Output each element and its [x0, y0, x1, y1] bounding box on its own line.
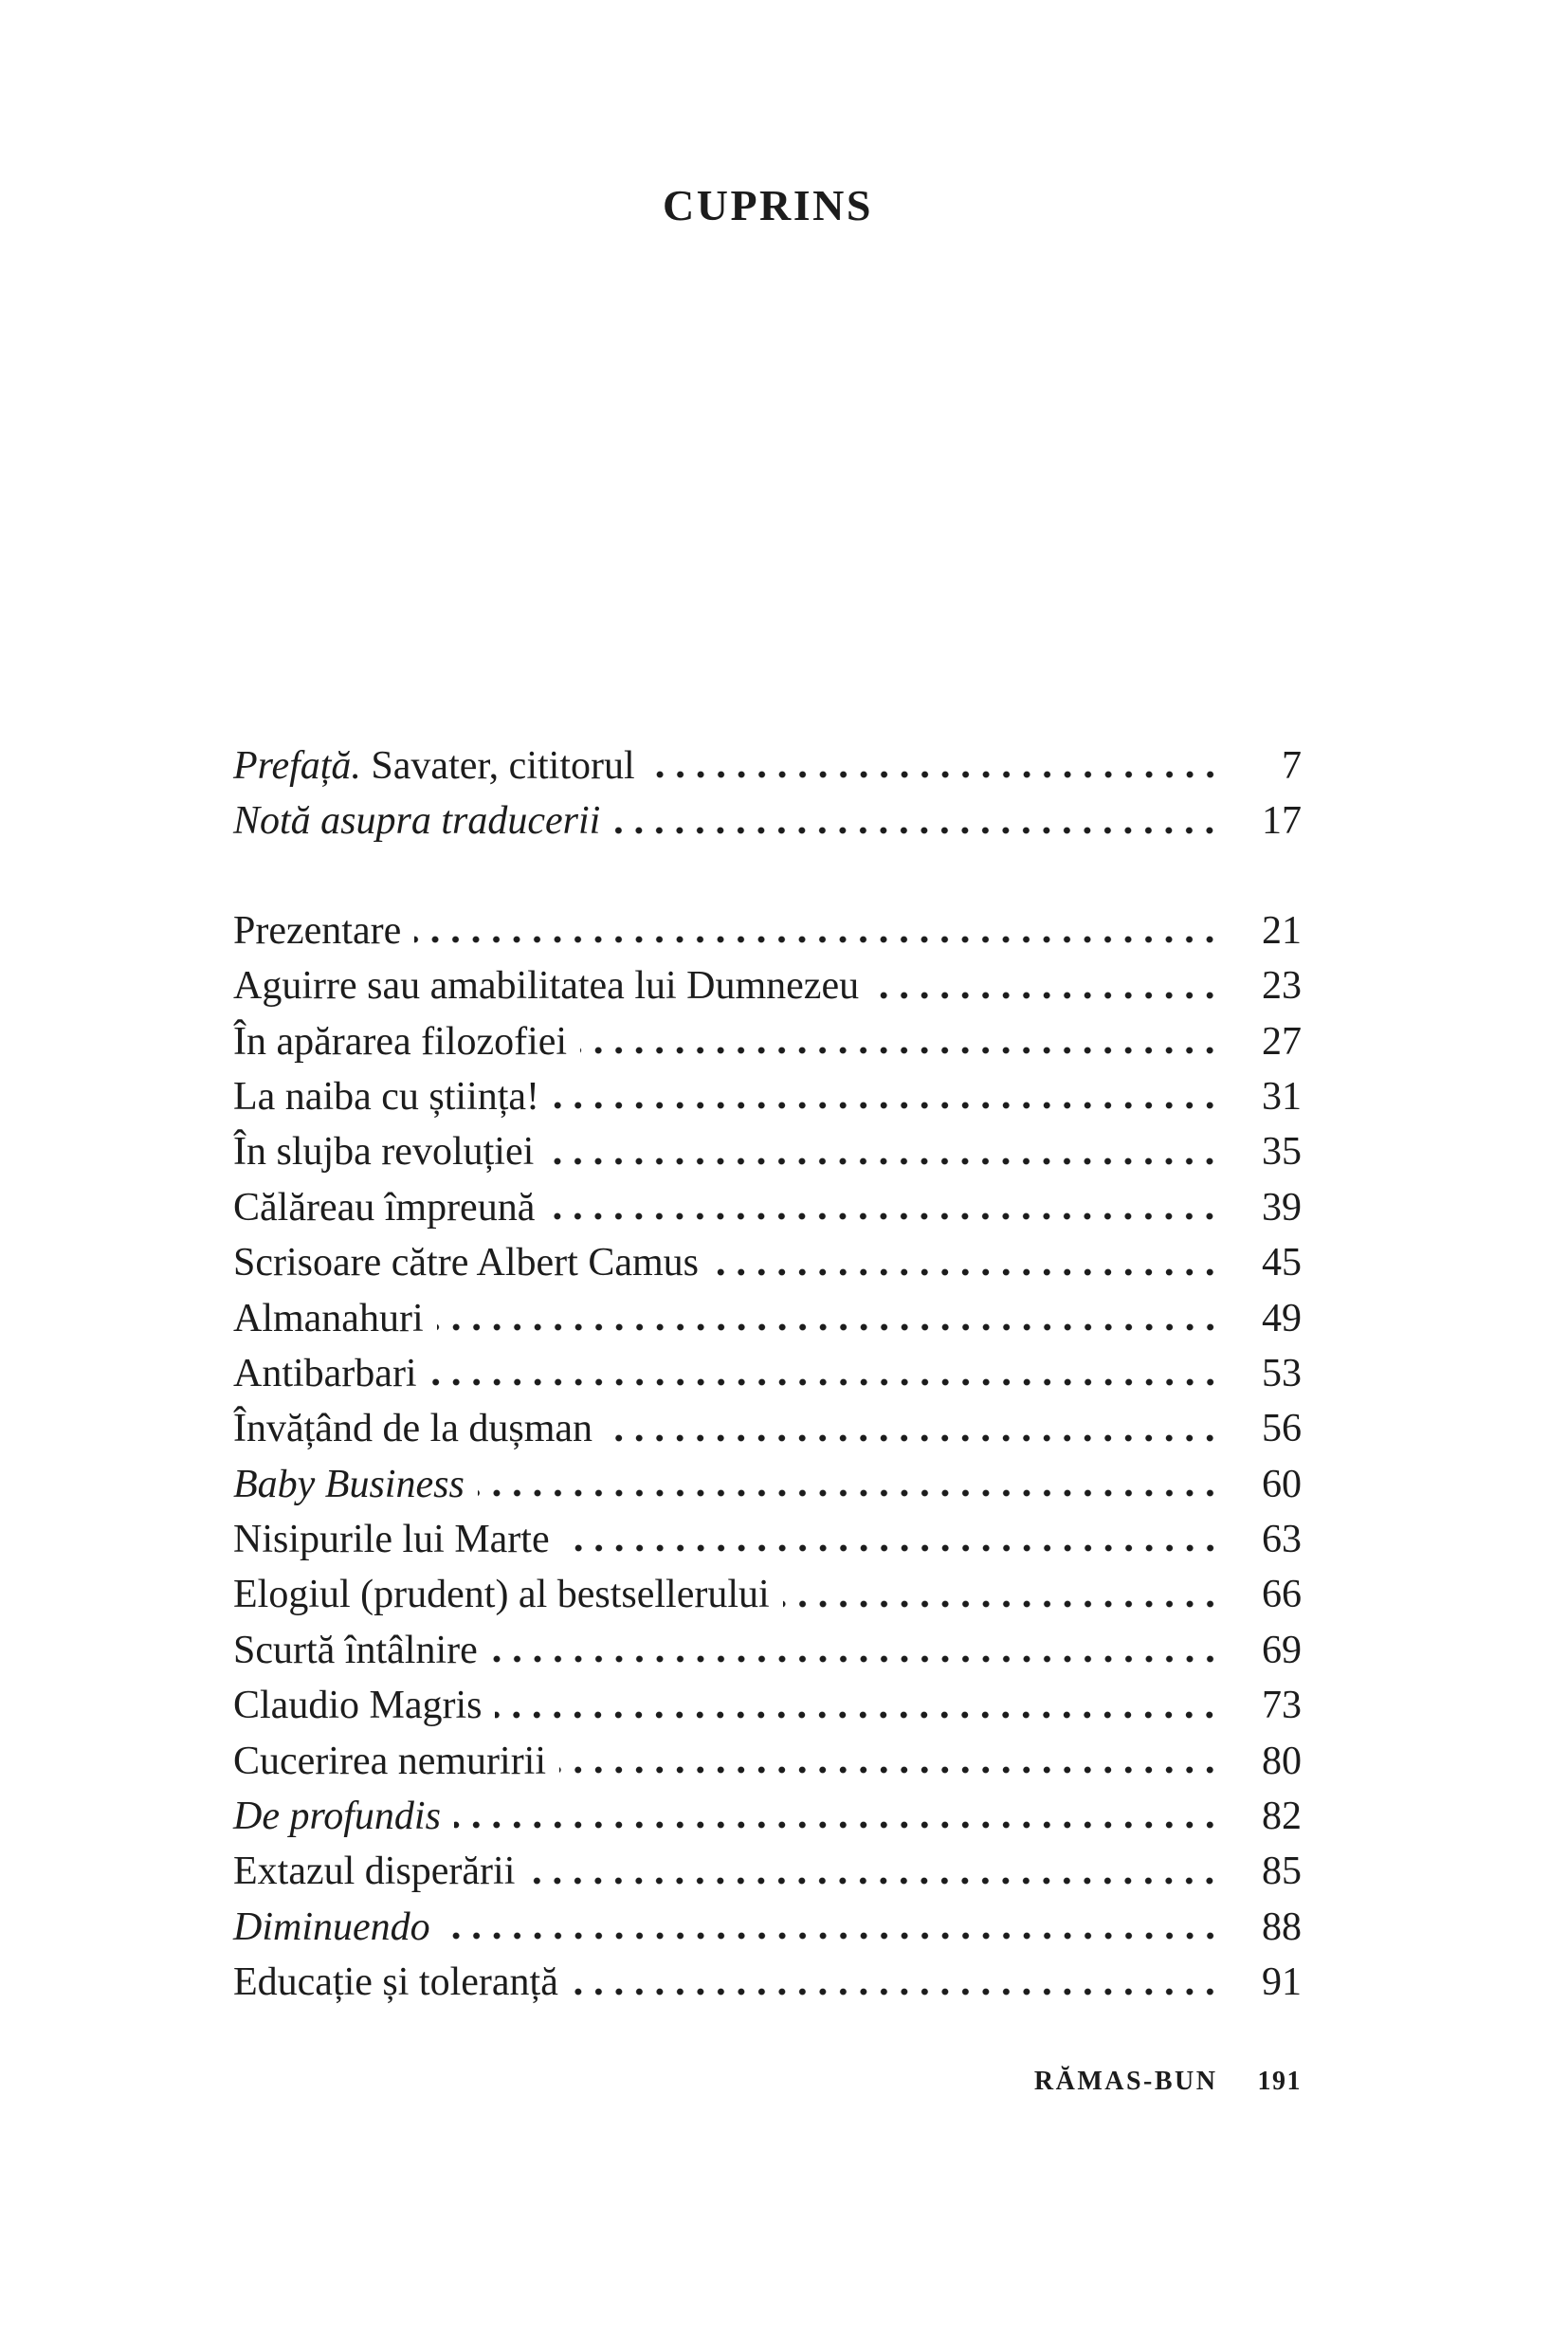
toc-page-number: 17 [1262, 799, 1302, 844]
dot-leader [414, 935, 1220, 944]
toc-page-number: 23 [1262, 964, 1302, 1009]
toc-row [233, 1014, 1302, 1069]
dot-leader [559, 1765, 1220, 1775]
toc-page-number: 56 [1262, 1407, 1302, 1451]
toc-entry-title-roman: Elogiul (prudent) al bestsellerului [233, 1573, 770, 1617]
toc-row [233, 1789, 1302, 1844]
toc-entry-title-roman: Educație și toleranță [233, 1960, 558, 2005]
dot-leader [783, 1599, 1220, 1609]
toc-page-number: 80 [1262, 1739, 1302, 1783]
toc-entry-title-roman: Cucerirea nemuririi [233, 1739, 547, 1783]
toc-entry-title [233, 1457, 465, 1512]
toc-entry-title [233, 1069, 539, 1124]
toc-entry-title [233, 1346, 417, 1401]
toc-row [233, 1900, 1302, 1955]
toc-row [233, 1291, 1302, 1346]
dot-leader [478, 1488, 1220, 1498]
toc-page-number: 60 [1262, 1462, 1302, 1506]
toc-entry-title [233, 1844, 515, 1899]
toc-row [233, 1180, 1302, 1235]
dot-leader [548, 1212, 1220, 1221]
toc-entry-title [233, 1678, 482, 1733]
toc-page-number: 82 [1262, 1795, 1302, 1839]
toc-entry-title [233, 1124, 534, 1179]
dot-leader [712, 1267, 1220, 1277]
toc-row [233, 1844, 1302, 1899]
toc-row [233, 1457, 1302, 1512]
dot-leader [563, 1543, 1220, 1553]
toc-entry-title [233, 1900, 430, 1955]
toc-entry-title-roman: Almanahuri [233, 1296, 424, 1340]
toc-entry-title-roman: Savater, cititorul [360, 744, 635, 788]
dot-leader [572, 1987, 1220, 1996]
toc-row [233, 958, 1302, 1013]
dot-leader [547, 1157, 1220, 1166]
dot-leader [495, 1710, 1220, 1720]
toc-entry-title [233, 793, 600, 848]
toc-entry-title-roman: Scurtă întâlnire [233, 1628, 478, 1672]
toc-entry-title [233, 1180, 535, 1235]
dot-leader [613, 826, 1220, 835]
footer-page-number: 191 [1257, 2067, 1302, 2096]
toc-section-gap [233, 849, 1302, 903]
toc-page-number: 53 [1262, 1351, 1302, 1395]
toc-entry-title-roman: În apărarea filozofiei [233, 1019, 568, 1064]
toc-row [233, 738, 1302, 793]
toc-entry-title [233, 903, 401, 958]
dot-leader [528, 1876, 1220, 1886]
toc-row [233, 1734, 1302, 1789]
toc-row [233, 1512, 1302, 1567]
toc-entry-title-roman: Antibarbari [233, 1351, 417, 1395]
toc-row [233, 1623, 1302, 1678]
toc-page-number: 49 [1262, 1296, 1302, 1340]
toc-entry-title-roman: Învățând de la dușman [233, 1407, 593, 1451]
toc-entry-title-italic: Baby Business [233, 1462, 465, 1506]
running-footer [1034, 2069, 1302, 2095]
toc-entry-title-roman: Aguirre sau amabilitatea lui Dumnezeu [233, 964, 860, 1009]
toc-page-number: 63 [1262, 1518, 1302, 1562]
toc-page-number: 91 [1262, 1960, 1302, 2005]
toc-page-number: 21 [1262, 908, 1302, 953]
toc-entry-title [233, 1623, 478, 1678]
toc-page-number: 31 [1262, 1074, 1302, 1119]
dot-leader [491, 1654, 1220, 1664]
toc-entry-title-roman: La naiba cu știința! [233, 1074, 540, 1119]
toc-entry-title-italic: De profundis [233, 1795, 441, 1839]
toc-row [233, 793, 1302, 848]
toc-page-number: 85 [1262, 1850, 1302, 1894]
toc-entry-title-italic: Prefață. [233, 744, 361, 788]
toc-row [233, 1346, 1302, 1401]
toc-entry-title [233, 1014, 567, 1069]
dot-leader [444, 1931, 1220, 1941]
toc-row [233, 1235, 1302, 1290]
toc-page-number: 7 [1282, 744, 1302, 788]
toc-entry-title-italic: Diminuendo [233, 1904, 430, 1949]
dot-leader [430, 1377, 1220, 1387]
dot-leader [872, 991, 1220, 1000]
toc-page-number: 88 [1262, 1904, 1302, 1949]
toc-chapters-section [233, 903, 1302, 2011]
toc-entry-title [233, 958, 859, 1013]
toc-page-number: 45 [1262, 1241, 1302, 1285]
toc-entry-title [233, 1734, 546, 1789]
dot-leader [606, 1433, 1220, 1443]
toc-page-number: 69 [1262, 1628, 1302, 1672]
toc-entry-title-roman: Prezentare [233, 908, 402, 953]
toc-entry-title [233, 1512, 550, 1567]
dot-leader [648, 770, 1220, 779]
toc-row [233, 1069, 1302, 1124]
table-of-contents [233, 738, 1302, 2011]
toc-page-number: 35 [1262, 1130, 1302, 1175]
toc-row [233, 903, 1302, 958]
toc-row [233, 1124, 1302, 1179]
toc-page-number: 73 [1262, 1684, 1302, 1728]
dot-leader [553, 1101, 1220, 1110]
toc-entry-title-roman: Nisipurile lui Marte [233, 1518, 550, 1562]
toc-row [233, 1567, 1302, 1622]
dot-leader [437, 1322, 1220, 1332]
toc-entry-title-roman: Extazul disperării [233, 1850, 516, 1894]
toc-entry-title-roman: Scrisoare către Albert Camus [233, 1241, 699, 1285]
dot-leader [580, 1046, 1220, 1055]
dot-leader [454, 1820, 1220, 1830]
toc-page-number: 66 [1262, 1573, 1302, 1617]
toc-row [233, 1678, 1302, 1733]
toc-row [233, 1955, 1302, 2010]
page-title: CUPRINS [663, 181, 873, 229]
toc-entry-title [233, 1955, 558, 2010]
toc-page-number: 27 [1262, 1019, 1302, 1064]
toc-entry-title-roman: În slujba revoluției [233, 1130, 535, 1175]
toc-entry-title [233, 1235, 699, 1290]
toc-entry-title [233, 1401, 593, 1456]
footer-label: RĂMAS-BUN [1033, 2067, 1218, 2096]
toc-entry-title [233, 1567, 770, 1622]
toc-front-matter-section [233, 738, 1302, 849]
toc-page-number: 39 [1262, 1185, 1302, 1230]
toc-row [233, 1401, 1302, 1456]
toc-entry-title [233, 1291, 424, 1346]
toc-entry-title-italic: Notă asupra traducerii [233, 799, 601, 844]
toc-entry-title-roman: Călăreau împreună [233, 1185, 536, 1230]
toc-entry-title [233, 738, 635, 793]
toc-entry-title [233, 1789, 441, 1844]
toc-entry-title-roman: Claudio Magris [233, 1684, 483, 1728]
